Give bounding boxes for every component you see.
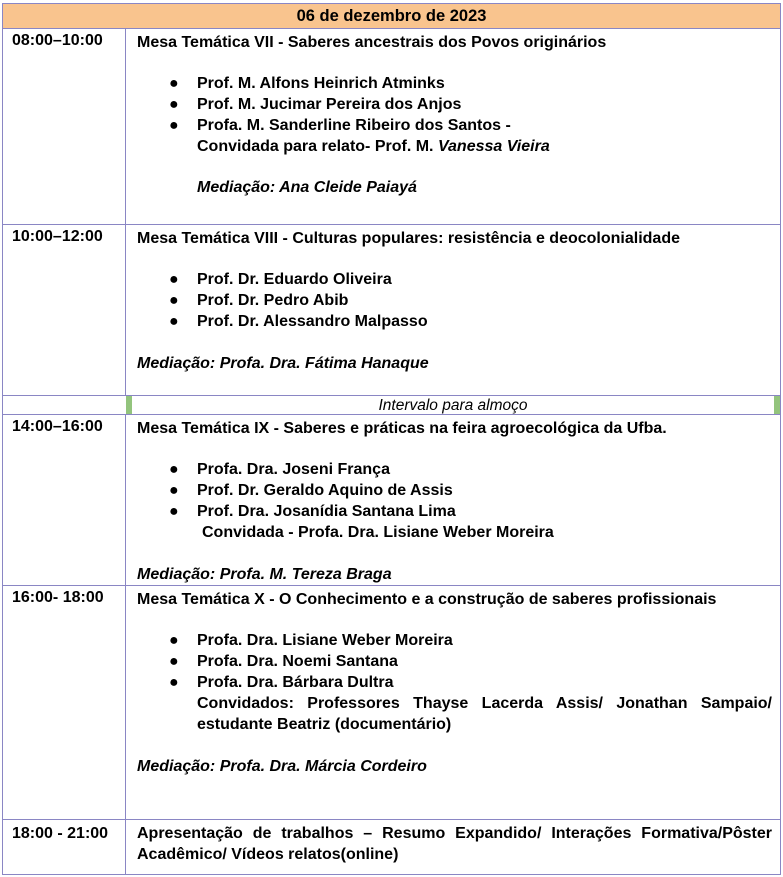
break-accent-right [774, 396, 780, 414]
session-content [126, 29, 780, 198]
speaker-list [137, 459, 772, 522]
session-time: 08:00–10:00 [3, 29, 126, 224]
session-title: Mesa Temática IX - Saberes e práticas na feira agroecológica da Ufba. [137, 420, 667, 437]
bullet-icon: ● [169, 292, 179, 309]
session-time: 10:00–12:00 [3, 225, 126, 395]
speaker-item: ● Profa. Dra. Joseni França [169, 461, 390, 478]
guest-line: Convidados: Professores Thayse Lacerda Assis/ Jonathan Sampaio/ estudante Beatriz (documentário) [197, 695, 772, 733]
session-time: 14:00–16:00 [3, 415, 126, 585]
bullet-icon: ● [169, 96, 179, 113]
session-row [2, 820, 781, 875]
session-row [2, 415, 781, 586]
bullet-icon: ● [169, 271, 179, 288]
speaker-item: ● Profa. M. Sanderline Ribeiro dos Santos - [169, 117, 511, 134]
speaker-item: ● Prof. M. Alfons Heinrich Atminks [169, 75, 445, 92]
speaker-item: ● Prof. Dr. Alessandro Malpasso [169, 313, 428, 330]
bullet-icon: ● [169, 632, 179, 649]
session-time: 18:00 - 21:00 [3, 820, 126, 874]
speaker-item: ● Prof. M. Jucimar Pereira dos Anjos [169, 96, 462, 113]
bullet-icon: ● [169, 653, 179, 670]
mediation: Mediação: Profa. Dra. Fátima Hanaque [137, 355, 429, 372]
date-header: 06 de dezembro de 2023 [2, 3, 781, 29]
session-title: Apresentação de trabalhos – Resumo Expandido/ Interações Formativa/Pôster Acadêmico/ Vídeos relatos(online) [137, 825, 772, 863]
bullet-icon: ● [169, 503, 179, 520]
session-title: Mesa Temática X - O Conhecimento e a construção de saberes profissionais [137, 591, 717, 608]
lunch-break-row [2, 396, 781, 415]
mediation: Mediação: Profa. Dra. Márcia Cordeiro [137, 758, 427, 775]
speaker-item: ● Prof. Dr. Pedro Abib [169, 292, 349, 309]
bullet-icon: ● [169, 461, 179, 478]
speaker-list [137, 73, 772, 136]
speaker-item: ● Profa. Dra. Lisiane Weber Moreira [169, 632, 453, 649]
break-label: Intervalo para almoço [378, 397, 528, 414]
bullet-icon: ● [169, 75, 179, 92]
session-time: 16:00- 18:00 [3, 586, 126, 819]
bullet-icon: ● [169, 482, 179, 499]
schedule-table [2, 3, 781, 875]
mediation: Mediação: Ana Cleide Paiayá [197, 179, 417, 196]
session-content [126, 225, 780, 374]
session-title: Mesa Temática VIII - Culturas populares: resistência e deocolonialidade [137, 230, 680, 247]
guest-line: Convidada - Profa. Dra. Lisiane Weber Moreira [202, 524, 554, 541]
session-title: Mesa Temática VII - Saberes ancestrais dos Povos originários [137, 34, 607, 51]
speaker-item: ● Prof. Dr. Eduardo Oliveira [169, 271, 392, 288]
session-content [126, 586, 780, 777]
guest-line: Convidada para relato- Prof. M. Vanessa Vieira [197, 138, 550, 155]
speaker-item: ● Prof. Dra. Josanídia Santana Lima [169, 503, 456, 520]
session-row [2, 29, 781, 225]
speaker-item: ● Profa. Dra. Bárbara Dultra [169, 674, 394, 691]
speaker-item: ● Profa. Dra. Noemi Santana [169, 653, 398, 670]
bullet-icon: ● [169, 674, 179, 691]
speaker-list [137, 269, 772, 332]
session-row [2, 586, 781, 820]
speaker-list [137, 630, 772, 693]
session-content [126, 415, 780, 585]
session-row [2, 225, 781, 396]
session-content [126, 820, 780, 865]
speaker-item: ● Prof. Dr. Geraldo Aquino de Assis [169, 482, 453, 499]
mediation: Mediação: Profa. M. Tereza Braga [137, 566, 392, 583]
bullet-icon: ● [169, 117, 179, 134]
bullet-icon: ● [169, 313, 179, 330]
